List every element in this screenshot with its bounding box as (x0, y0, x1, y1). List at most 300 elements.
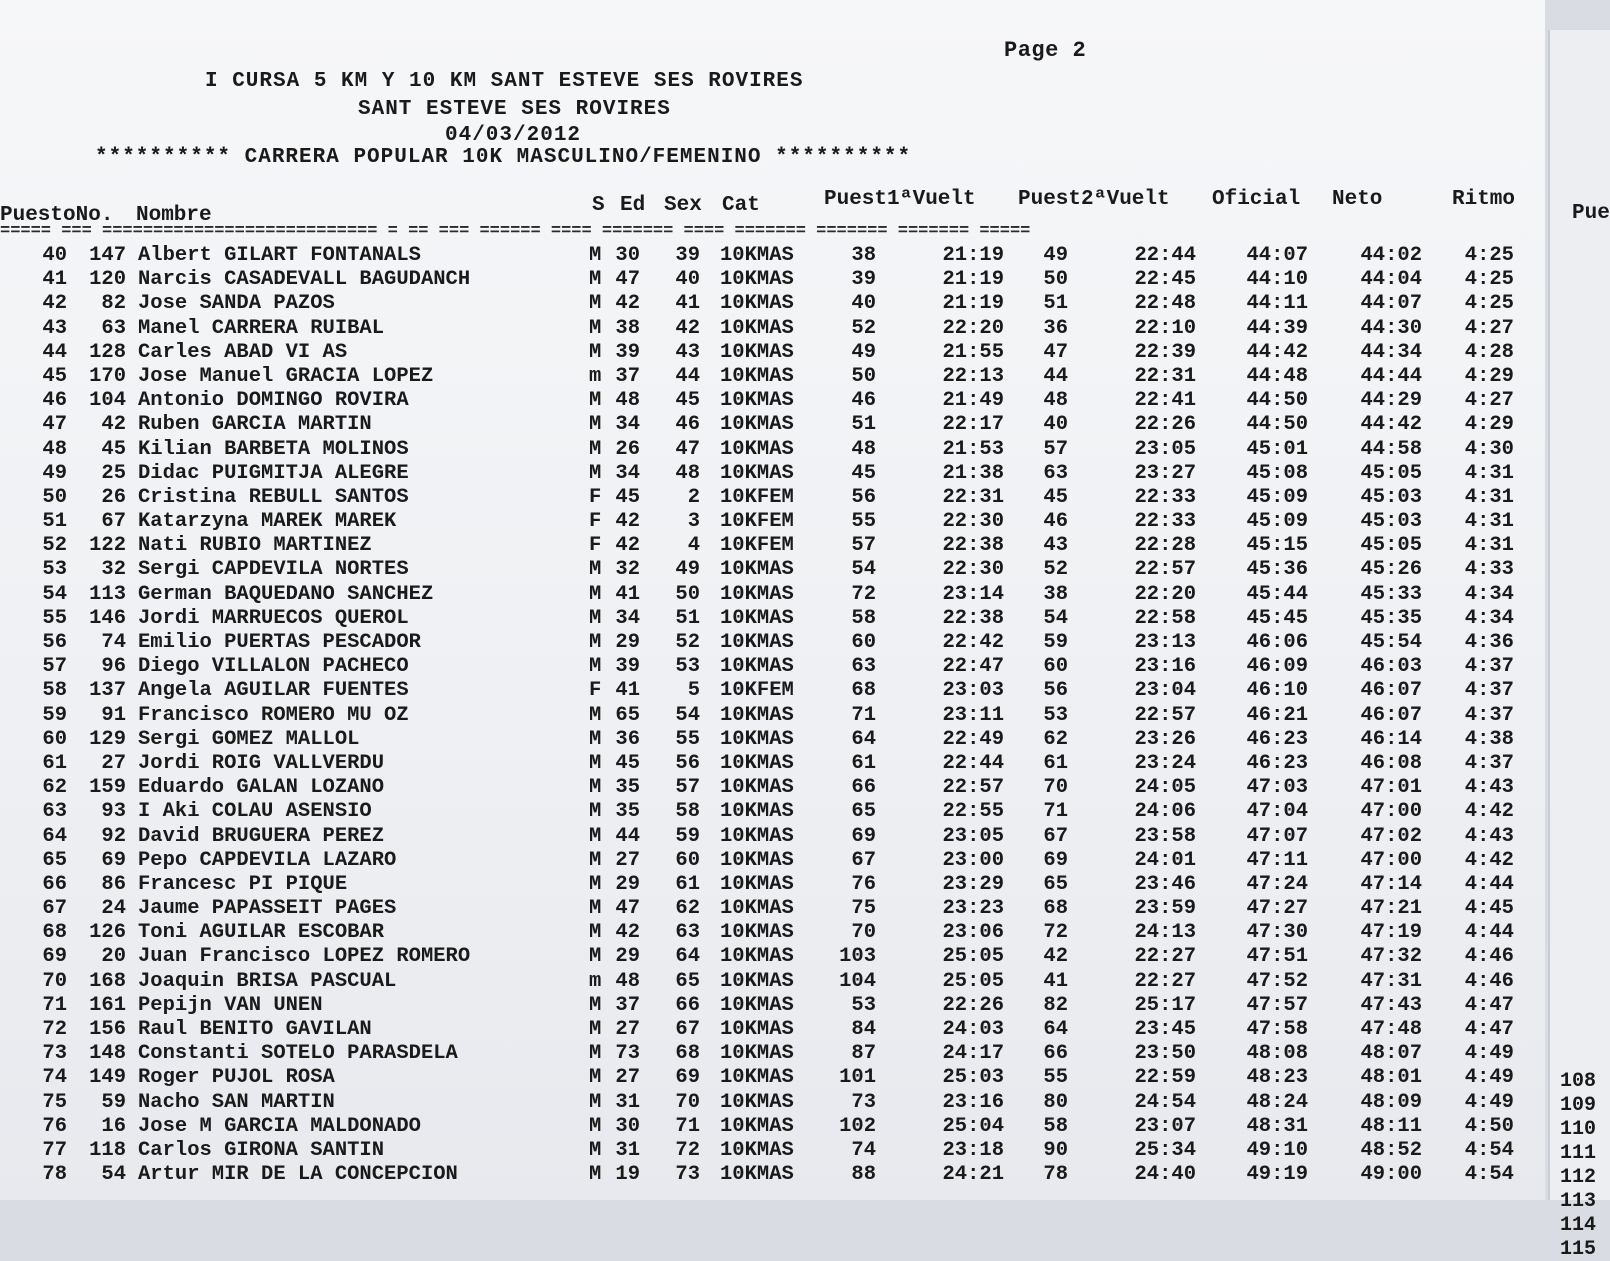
cell-nombre: Pepo CAPDEVILA LAZARO (138, 848, 397, 872)
cell-edad: 42 (615, 510, 640, 534)
cell-puest2: 61 (1043, 751, 1068, 775)
cell-cat: 10KFEM (720, 485, 794, 509)
table-row (0, 873, 1545, 897)
cell-sex-rank: 39 (675, 244, 700, 267)
cell-edad: 34 (615, 413, 640, 437)
cell-puest2: 43 (1043, 534, 1068, 558)
cell-sex-rank: 43 (675, 340, 700, 364)
cell-neto: 48:11 (1360, 1114, 1422, 1138)
cell-neto: 44:58 (1360, 437, 1422, 461)
cell-puest1: 45 (851, 461, 876, 485)
cell-vuelt1: 25:05 (942, 969, 1004, 993)
cell-nombre: Emilio PUERTAS PESCADOR (138, 631, 421, 654)
cell-ritmo: 4:29 (1464, 364, 1514, 388)
cell-cat: 10KMAS (720, 897, 794, 921)
cell-s: M (589, 244, 602, 267)
cell-nombre: Roger PUJOL ROSA (138, 1066, 335, 1090)
cell-edad: 45 (615, 751, 640, 775)
next-page-rank: 113 (1559, 1190, 1596, 1213)
cell-puest1: 46 (851, 389, 876, 413)
cell-cat: 10KMAS (720, 993, 794, 1017)
cell-puesto: 40 (42, 244, 67, 267)
cell-puesto: 46 (42, 389, 67, 413)
cell-puesto: 43 (42, 316, 67, 340)
cell-vuelt2: 22:27 (1134, 945, 1196, 969)
cell-nombre: Juan Francisco LOPEZ ROMERO (138, 945, 471, 969)
page-label: Page 2 (1004, 38, 1087, 63)
cell-puest1: 73 (851, 1090, 876, 1114)
cell-nombre: Jordi MARRUECOS QUEROL (138, 606, 409, 630)
next-page-edge (1548, 30, 1610, 1261)
cell-puest2: 72 (1043, 921, 1068, 945)
cell-ritmo: 4:31 (1464, 461, 1514, 485)
cell-puest1: 53 (851, 993, 876, 1017)
cell-vuelt2: 24:54 (1134, 1090, 1196, 1114)
cell-vuelt1: 22:13 (942, 364, 1004, 388)
cell-s: F (589, 679, 602, 703)
cell-oficial: 45:36 (1246, 558, 1308, 582)
cell-nombre: Jaume PAPASSEIT PAGES (138, 897, 397, 921)
cell-ritmo: 4:31 (1464, 485, 1514, 509)
cell-vuelt1: 22:38 (942, 534, 1004, 558)
table-row (0, 534, 1545, 558)
cell-vuelt1: 21:49 (942, 389, 1004, 413)
col-s: S (592, 194, 605, 217)
cell-dorsal: 16 (101, 1114, 126, 1138)
cell-dorsal: 24 (101, 897, 126, 921)
cell-edad: 34 (615, 461, 640, 485)
cell-s: F (589, 510, 602, 534)
cell-puesto: 76 (42, 1114, 67, 1138)
cell-ritmo: 4:37 (1464, 703, 1514, 727)
cell-puest2: 67 (1043, 824, 1068, 848)
cell-puest2: 90 (1043, 1138, 1068, 1162)
cell-dorsal: 156 (89, 1018, 126, 1041)
cell-puesto: 53 (42, 558, 67, 582)
cell-oficial: 48:08 (1246, 1042, 1308, 1066)
next-page-rank: 115 (1559, 1238, 1596, 1261)
cell-vuelt2: 22:58 (1134, 606, 1196, 630)
cell-vuelt1: 22:26 (942, 993, 1004, 1017)
cell-cat: 10KMAS (720, 1042, 794, 1066)
cell-neto: 45:35 (1360, 606, 1422, 630)
cell-cat: 10KMAS (720, 1090, 794, 1114)
cell-vuelt1: 25:05 (942, 945, 1004, 969)
table-row (0, 704, 1545, 728)
cell-ritmo: 4:42 (1464, 848, 1514, 872)
cell-puest1: 39 (851, 268, 876, 292)
cell-oficial: 47:52 (1246, 969, 1308, 993)
cell-nombre: Albert GILART FONTANALS (138, 244, 421, 267)
cell-dorsal: 27 (101, 751, 126, 775)
cell-vuelt2: 22:57 (1134, 558, 1196, 582)
cell-dorsal: 20 (101, 945, 126, 969)
col-vuelt1: ªVuelt (900, 188, 976, 211)
cell-puest1: 56 (851, 485, 876, 509)
cell-cat: 10KMAS (720, 703, 794, 727)
cell-puesto: 68 (42, 921, 67, 945)
cell-puest2: 54 (1043, 606, 1068, 630)
cell-vuelt2: 24:06 (1134, 800, 1196, 824)
cell-edad: 47 (615, 268, 640, 292)
cell-edad: 37 (615, 993, 640, 1017)
cell-sex-rank: 62 (675, 897, 700, 921)
cell-s: M (589, 776, 602, 800)
cell-dorsal: 146 (89, 606, 126, 630)
cell-dorsal: 69 (101, 848, 126, 872)
cell-cat: 10KMAS (720, 340, 794, 364)
cell-edad: 38 (615, 316, 640, 340)
cell-edad: 29 (615, 872, 640, 896)
cell-cat: 10KMAS (720, 413, 794, 437)
cell-vuelt1: 22:55 (942, 800, 1004, 824)
cell-vuelt1: 22:30 (942, 558, 1004, 582)
cell-nombre: Narcis CASADEVALL BAGUDANCH (138, 268, 471, 292)
cell-vuelt2: 23:26 (1134, 727, 1196, 751)
cell-ritmo: 4:25 (1464, 268, 1514, 292)
cell-sex-rank: 47 (675, 437, 700, 461)
cell-edad: 27 (615, 1066, 640, 1090)
cell-nombre: Carles ABAD VI AS (138, 340, 348, 364)
cell-neto: 45:26 (1360, 558, 1422, 582)
cell-sex-rank: 42 (675, 316, 700, 340)
cell-cat: 10KMAS (720, 437, 794, 461)
cell-s: m (589, 969, 602, 993)
cell-s: M (589, 1018, 602, 1041)
cell-ritmo: 4:34 (1464, 606, 1514, 630)
cell-vuelt2: 22:33 (1134, 485, 1196, 509)
cell-s: M (589, 727, 602, 751)
cell-s: M (589, 582, 602, 606)
cell-puesto: 55 (42, 606, 67, 630)
cell-puest1: 58 (851, 606, 876, 630)
header-separator: ===== === =========================== = == === ====== ==== ======= ==== ======= ======= ======= ===== (0, 222, 1031, 241)
cell-ritmo: 4:28 (1464, 340, 1514, 364)
table-row (0, 945, 1545, 969)
cell-puesto: 45 (42, 364, 67, 388)
cell-puest1: 57 (851, 534, 876, 558)
cell-sex-rank: 54 (675, 703, 700, 727)
cell-ritmo: 4:30 (1464, 437, 1514, 461)
cell-vuelt2: 24:01 (1134, 848, 1196, 872)
cell-vuelt1: 23:23 (942, 897, 1004, 921)
cell-vuelt2: 22:20 (1134, 582, 1196, 606)
cell-dorsal: 67 (101, 510, 126, 534)
cell-dorsal: 113 (89, 582, 126, 606)
col-puest2: Puest2 (1018, 188, 1094, 211)
cell-ritmo: 4:31 (1464, 534, 1514, 558)
cell-dorsal: 128 (89, 340, 126, 364)
table-row (0, 341, 1545, 365)
cell-puest1: 64 (851, 727, 876, 751)
cell-puesto: 41 (42, 268, 67, 292)
cell-neto: 48:09 (1360, 1090, 1422, 1114)
cell-puesto: 70 (42, 969, 67, 993)
col-vuelt2: ªVuelt (1094, 188, 1170, 211)
cell-vuelt1: 22:20 (942, 316, 1004, 340)
cell-vuelt1: 21:55 (942, 340, 1004, 364)
cell-edad: 35 (615, 776, 640, 800)
cell-neto: 46:03 (1360, 655, 1422, 679)
cell-vuelt1: 24:03 (942, 1018, 1004, 1041)
cell-puest1: 50 (851, 364, 876, 388)
col-cat: Cat (722, 194, 760, 217)
cell-sex-rank: 61 (675, 872, 700, 896)
table-row (0, 1163, 1545, 1187)
cell-neto: 46:07 (1360, 679, 1422, 703)
cell-oficial: 47:03 (1246, 776, 1308, 800)
cell-nombre: Eduardo GALAN LOZANO (138, 776, 385, 800)
cell-puest2: 45 (1043, 485, 1068, 509)
cell-oficial: 45:09 (1246, 485, 1308, 509)
cell-neto: 44:04 (1360, 268, 1422, 292)
cell-edad: 44 (615, 824, 640, 848)
cell-vuelt1: 23:03 (942, 679, 1004, 703)
cell-nombre: Didac PUIGMITJA ALEGRE (138, 461, 409, 485)
table-row (0, 438, 1545, 462)
col-nombre: Nombre (136, 204, 212, 227)
cell-s: M (589, 1042, 602, 1066)
cell-s: F (589, 485, 602, 509)
cell-cat: 10KMAS (720, 1138, 794, 1162)
cell-ritmo: 4:27 (1464, 389, 1514, 413)
cell-nombre: Jose Manuel GRACIA LOPEZ (138, 364, 434, 388)
cell-neto: 46:14 (1360, 727, 1422, 751)
cell-puest1: 61 (851, 751, 876, 775)
cell-puest2: 78 (1043, 1163, 1068, 1187)
cell-nombre: Jose M GARCIA MALDONADO (138, 1114, 421, 1138)
cell-puest1: 75 (851, 897, 876, 921)
cell-oficial: 46:23 (1246, 727, 1308, 751)
cell-edad: 26 (615, 437, 640, 461)
cell-sex-rank: 46 (675, 413, 700, 437)
cell-puest1: 84 (851, 1018, 876, 1041)
cell-ritmo: 4:37 (1464, 679, 1514, 703)
cell-puest2: 82 (1043, 993, 1068, 1017)
cell-vuelt2: 23:46 (1134, 872, 1196, 896)
cell-vuelt1: 23:00 (942, 848, 1004, 872)
cell-puesto: 54 (42, 582, 67, 606)
cell-nombre: Sergi GOMEZ MALLOL (138, 727, 360, 751)
cell-vuelt1: 21:38 (942, 461, 1004, 485)
cell-puesto: 74 (42, 1066, 67, 1090)
cell-neto: 44:02 (1360, 244, 1422, 267)
cell-sex-rank: 3 (687, 510, 700, 534)
cell-vuelt2: 23:45 (1134, 1018, 1196, 1041)
cell-neto: 47:02 (1360, 824, 1422, 848)
race-category-banner: ********** CARRERA POPULAR 10K MASCULINO/FEMENINO ********** (95, 146, 912, 169)
cell-puest2: 42 (1043, 945, 1068, 969)
cell-s: M (589, 751, 602, 775)
cell-vuelt1: 23:18 (942, 1138, 1004, 1162)
cell-nombre: Raul BENITO GAVILAN (138, 1018, 372, 1041)
cell-puest2: 41 (1043, 969, 1068, 993)
cell-s: M (589, 1090, 602, 1114)
next-page-rank: 108 (1559, 1070, 1596, 1093)
cell-puesto: 65 (42, 848, 67, 872)
cell-ritmo: 4:27 (1464, 316, 1514, 340)
cell-neto: 48:52 (1360, 1138, 1422, 1162)
cell-puest1: 72 (851, 582, 876, 606)
cell-oficial: 46:23 (1246, 751, 1308, 775)
next-page-rank: 111 (1559, 1142, 1596, 1165)
table-row (0, 558, 1545, 582)
cell-oficial: 47:11 (1246, 848, 1308, 872)
cell-nombre: Joaquin BRISA PASCUAL (138, 969, 397, 993)
cell-neto: 44:29 (1360, 389, 1422, 413)
cell-dorsal: 63 (101, 316, 126, 340)
cell-sex-rank: 71 (675, 1114, 700, 1138)
cell-neto: 44:30 (1360, 316, 1422, 340)
cell-puest2: 59 (1043, 631, 1068, 654)
cell-sex-rank: 57 (675, 776, 700, 800)
cell-vuelt2: 24:40 (1134, 1163, 1196, 1187)
cell-oficial: 45:45 (1246, 606, 1308, 630)
cell-sex-rank: 2 (687, 485, 700, 509)
cell-ritmo: 4:37 (1464, 751, 1514, 775)
cell-dorsal: 104 (89, 389, 126, 413)
cell-puest1: 38 (851, 244, 876, 267)
cell-edad: 73 (615, 1042, 640, 1066)
table-row (0, 1115, 1545, 1139)
table-row (0, 897, 1545, 921)
table-row (0, 1042, 1545, 1066)
cell-puest1: 88 (851, 1163, 876, 1187)
cell-s: F (589, 534, 602, 558)
cell-neto: 47:31 (1360, 969, 1422, 993)
cell-puest2: 80 (1043, 1090, 1068, 1114)
cell-dorsal: 147 (89, 244, 126, 267)
cell-cat: 10KMAS (720, 316, 794, 340)
cell-cat: 10KMAS (720, 921, 794, 945)
cell-puest2: 53 (1043, 703, 1068, 727)
cell-sex-rank: 50 (675, 582, 700, 606)
cell-vuelt2: 22:33 (1134, 510, 1196, 534)
cell-vuelt2: 23:24 (1134, 751, 1196, 775)
cell-sex-rank: 65 (675, 969, 700, 993)
cell-ritmo: 4:38 (1464, 727, 1514, 751)
cell-puest2: 51 (1043, 292, 1068, 316)
cell-oficial: 44:11 (1246, 292, 1308, 316)
cell-vuelt2: 25:34 (1134, 1138, 1196, 1162)
cell-ritmo: 4:33 (1464, 558, 1514, 582)
cell-puesto: 44 (42, 340, 67, 364)
cell-dorsal: 161 (89, 993, 126, 1017)
cell-puesto: 56 (42, 631, 67, 654)
race-location: SANT ESTEVE SES ROVIRES (358, 98, 671, 121)
cell-nombre: Carlos GIRONA SANTIN (138, 1138, 385, 1162)
cell-sex-rank: 53 (675, 655, 700, 679)
col-neto: Neto (1332, 188, 1383, 211)
cell-vuelt1: 21:19 (942, 268, 1004, 292)
cell-s: M (589, 413, 602, 437)
col-puest1: Puest1 (824, 188, 900, 211)
cell-cat: 10KMAS (720, 848, 794, 872)
cell-ritmo: 4:43 (1464, 824, 1514, 848)
cell-nombre: Nacho SAN MARTIN (138, 1090, 335, 1114)
cell-neto: 45:05 (1360, 534, 1422, 558)
cell-dorsal: 118 (89, 1138, 126, 1162)
cell-neto: 44:44 (1360, 364, 1422, 388)
cell-edad: 36 (615, 727, 640, 751)
cell-vuelt2: 22:59 (1134, 1066, 1196, 1090)
cell-dorsal: 42 (101, 413, 126, 437)
cell-vuelt1: 22:38 (942, 606, 1004, 630)
cell-oficial: 47:04 (1246, 800, 1308, 824)
cell-sex-rank: 49 (675, 558, 700, 582)
cell-cat: 10KMAS (720, 1163, 794, 1187)
table-row (0, 825, 1545, 849)
cell-edad: 30 (615, 1114, 640, 1138)
cell-ritmo: 4:49 (1464, 1042, 1514, 1066)
cell-vuelt2: 22:45 (1134, 268, 1196, 292)
cell-sex-rank: 67 (675, 1018, 700, 1041)
table-row (0, 849, 1545, 873)
cell-s: M (589, 848, 602, 872)
cell-ritmo: 4:42 (1464, 800, 1514, 824)
cell-puest2: 69 (1043, 848, 1068, 872)
table-row (0, 365, 1545, 389)
cell-vuelt1: 22:42 (942, 631, 1004, 654)
cell-edad: 30 (615, 244, 640, 267)
cell-cat: 10KMAS (720, 389, 794, 413)
cell-puest2: 47 (1043, 340, 1068, 364)
cell-edad: 34 (615, 606, 640, 630)
cell-dorsal: 149 (89, 1066, 126, 1090)
cell-vuelt1: 22:44 (942, 751, 1004, 775)
cell-puesto: 51 (42, 510, 67, 534)
cell-puest1: 87 (851, 1042, 876, 1066)
cell-vuelt1: 22:47 (942, 655, 1004, 679)
cell-vuelt2: 22:10 (1134, 316, 1196, 340)
cell-sex-rank: 48 (675, 461, 700, 485)
table-row (0, 413, 1545, 437)
cell-cat: 10KMAS (720, 945, 794, 969)
cell-s: M (589, 1163, 602, 1187)
cell-s: M (589, 824, 602, 848)
cell-oficial: 46:09 (1246, 655, 1308, 679)
cell-vuelt1: 25:04 (942, 1114, 1004, 1138)
cell-puesto: 57 (42, 655, 67, 679)
cell-nombre: Jordi ROIG VALLVERDU (138, 751, 385, 775)
cell-sex-rank: 52 (675, 631, 700, 654)
cell-cat: 10KFEM (720, 510, 794, 534)
cell-puest2: 52 (1043, 558, 1068, 582)
cell-puest2: 70 (1043, 776, 1068, 800)
cell-puest1: 104 (839, 969, 876, 993)
cell-oficial: 47:07 (1246, 824, 1308, 848)
cell-sex-rank: 73 (675, 1163, 700, 1187)
cell-puest1: 70 (851, 921, 876, 945)
cell-oficial: 48:24 (1246, 1090, 1308, 1114)
cell-s: M (589, 292, 602, 316)
cell-dorsal: 92 (101, 824, 126, 848)
cell-neto: 47:19 (1360, 921, 1422, 945)
cell-puesto: 67 (42, 897, 67, 921)
cell-s: M (589, 993, 602, 1017)
cell-neto: 47:01 (1360, 776, 1422, 800)
cell-nombre: Francesc PI PIQUE (138, 872, 348, 896)
cell-nombre: Cristina REBULL SANTOS (138, 485, 409, 509)
cell-puest1: 40 (851, 292, 876, 316)
cell-vuelt1: 24:21 (942, 1163, 1004, 1187)
cell-nombre: Antonio DOMINGO ROVIRA (138, 389, 409, 413)
cell-sex-rank: 60 (675, 848, 700, 872)
table-row (0, 389, 1545, 413)
cell-sex-rank: 4 (687, 534, 700, 558)
table-row (0, 631, 1545, 655)
cell-puesto: 49 (42, 461, 67, 485)
